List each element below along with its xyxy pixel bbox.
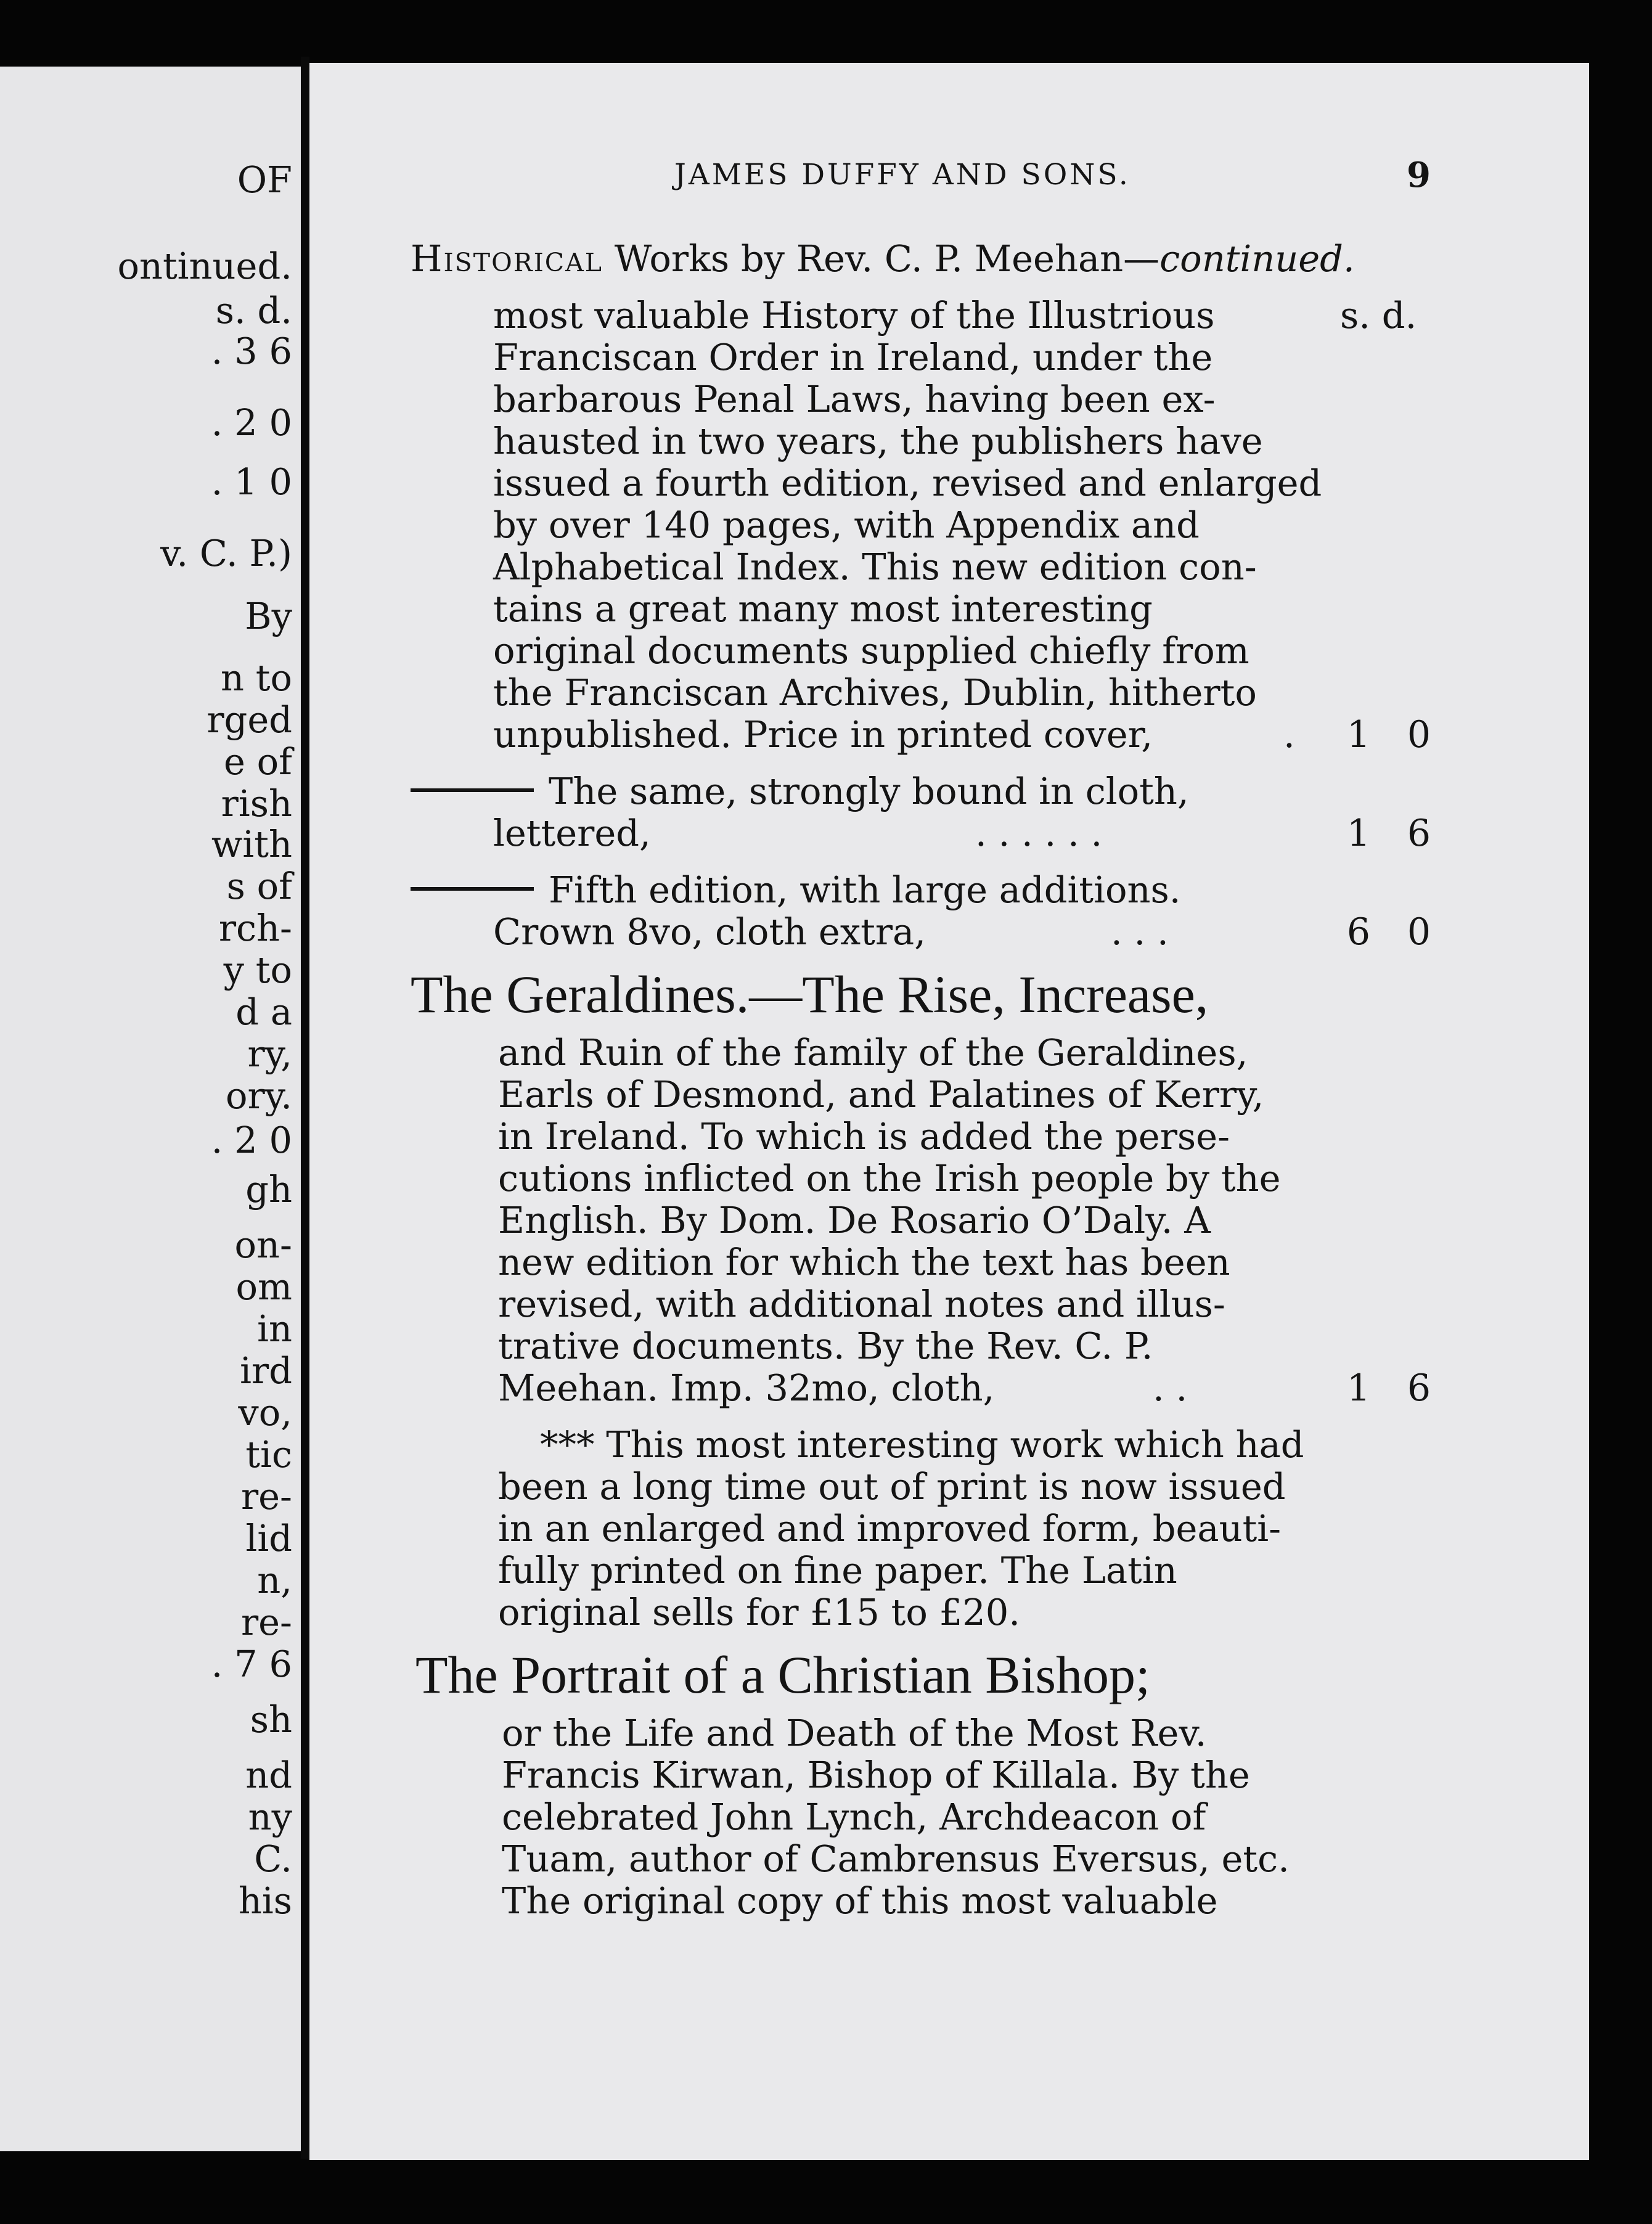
entry-line-text: The same, strongly bound in cloth, xyxy=(549,770,1189,812)
left-page-line: lid xyxy=(245,1517,292,1560)
left-page-line: By xyxy=(245,595,292,637)
entry-line: lettered, xyxy=(493,812,651,854)
entry-line: most valuable History of the Illustrious xyxy=(493,294,1215,337)
page-gutter xyxy=(301,57,309,2159)
left-page-line: ry, xyxy=(247,1032,292,1075)
entry-line: hausted in two years, the publishers have xyxy=(493,420,1263,462)
entry-line: Earls of Desmond, and Palatines of Kerry, xyxy=(498,1073,1264,1116)
entry-line: new edition for which the text has been xyxy=(498,1241,1230,1283)
entry-line: in Ireland. To which is added the perse- xyxy=(498,1115,1230,1158)
left-page-line: in xyxy=(257,1307,292,1350)
section-heading-smallcaps: Historical xyxy=(411,237,603,280)
entry-line: Francis Kirwan, Bishop of Killala. By the xyxy=(502,1754,1250,1796)
price-leader: . . xyxy=(1153,1367,1188,1409)
left-page-line: rch- xyxy=(218,907,292,949)
left-page-line: vo, xyxy=(238,1391,292,1434)
entry-line: issued a fourth edition, revised and enlarged xyxy=(493,462,1322,504)
price-leader: . . . . . . xyxy=(975,812,1103,854)
price-leader: . xyxy=(1283,713,1295,756)
left-page-line: sh xyxy=(250,1698,292,1741)
page-number: 9 xyxy=(1407,155,1431,195)
ditto-rule xyxy=(411,887,534,891)
left-page-line: gh xyxy=(245,1168,292,1211)
left-page-line: y to xyxy=(223,949,292,991)
entry-line: Franciscan Order in Ireland, under the xyxy=(493,336,1213,378)
entry-line: the Franciscan Archives, Dublin, hitherto xyxy=(493,671,1257,714)
left-page-fragment xyxy=(0,67,301,2151)
entry-line: Crown 8vo, cloth extra, xyxy=(493,910,926,953)
section-heading-rest: Works by Rev. C. P. Meehan— xyxy=(602,237,1160,280)
entry-line: cutions inflicted on the Irish people by the xyxy=(498,1157,1281,1200)
entry-line: Tuam, author of Cambrensus Eversus, etc. xyxy=(502,1838,1290,1880)
left-page-line: rish xyxy=(221,782,292,825)
left-page-line: . 2 0 xyxy=(211,1119,292,1161)
left-page-line: s of xyxy=(226,865,292,907)
left-page-line: re- xyxy=(240,1475,292,1518)
left-page-line: . 3 6 xyxy=(211,330,292,372)
price-shillings: 1 xyxy=(1346,1367,1371,1410)
left-page-line: . 1 0 xyxy=(211,460,292,503)
left-page-line: tic xyxy=(245,1433,292,1476)
price-pence: 0 xyxy=(1407,713,1431,756)
price-pence: 6 xyxy=(1407,1367,1431,1410)
left-page-line: . 7 6 xyxy=(211,1643,292,1685)
right-page xyxy=(309,63,1589,2160)
price-column-header: s. d. xyxy=(1340,294,1417,337)
left-page-line: ird xyxy=(240,1349,292,1392)
left-page-line: v. C. P.) xyxy=(160,532,292,574)
section-heading xyxy=(411,237,1355,280)
entry-line: English. By Dom. De Rosario O’Daly. A xyxy=(498,1199,1211,1241)
note-line: original sells for £15 to £20. xyxy=(498,1591,1021,1633)
section-heading-continued: continued. xyxy=(1159,237,1355,280)
left-page-line: . 2 0 xyxy=(211,401,292,444)
note-line: in an enlarged and improved form, beauti- xyxy=(498,1507,1282,1550)
entry-line: original documents supplied chiefly from xyxy=(493,629,1249,672)
entry-line: or the Life and Death of the Most Rev. xyxy=(502,1712,1207,1754)
note-line: been a long time out of print is now issued xyxy=(498,1465,1286,1508)
entry-line: barbarous Penal Laws, having been ex- xyxy=(493,378,1216,420)
left-page-line: rged xyxy=(206,698,292,741)
left-page-line: on- xyxy=(234,1224,292,1266)
ditto-rule xyxy=(411,788,534,792)
entry-line: The original copy of this most valuable xyxy=(502,1879,1218,1922)
entry-line: celebrated John Lynch, Archdeacon of xyxy=(502,1796,1206,1838)
left-page-line: s. d. xyxy=(215,289,292,332)
left-page-line: om xyxy=(235,1265,292,1308)
left-page-line: ny xyxy=(248,1796,292,1838)
entry-title: The Geraldines.—The Rise, Increase, xyxy=(411,965,1209,1024)
left-page-line: nd xyxy=(245,1754,292,1796)
entry-title: The Portrait of a Christian Bishop; xyxy=(415,1645,1150,1704)
entry-line: by over 140 pages, with Appendix and xyxy=(493,504,1200,546)
entry-line: Meehan. Imp. 32mo, cloth, xyxy=(498,1367,995,1409)
left-page-line: his xyxy=(238,1879,292,1922)
entry-line: tains a great many most interesting xyxy=(493,587,1153,630)
price-pence: 6 xyxy=(1407,812,1431,855)
left-page-line: e of xyxy=(223,740,292,783)
left-page-line: ontinued. xyxy=(117,245,292,287)
left-page-line: C. xyxy=(254,1838,292,1880)
left-page-line: ory. xyxy=(226,1074,292,1117)
entry-line: trative documents. By the Rev. C. P. xyxy=(498,1325,1153,1367)
entry-line xyxy=(411,869,1181,911)
entry-line: unpublished. Price in printed cover, xyxy=(493,713,1153,756)
left-page-line: re- xyxy=(240,1601,292,1643)
left-page-line: with xyxy=(211,823,292,865)
price-shillings: 6 xyxy=(1346,910,1371,954)
entry-line: and Ruin of the family of the Geraldines, xyxy=(498,1031,1248,1074)
left-page-line: OF xyxy=(237,158,292,201)
entry-line xyxy=(411,770,1189,812)
entry-line: Alphabetical Index. This new edition con- xyxy=(493,546,1257,588)
note-line: fully printed on fine paper. The Latin xyxy=(498,1549,1177,1592)
price-shillings: 1 xyxy=(1346,713,1371,756)
entry-line: revised, with additional notes and illus- xyxy=(498,1283,1225,1325)
running-title: JAMES DUFFY AND SONS. xyxy=(674,158,1131,192)
price-leader: . . . xyxy=(1111,910,1169,953)
note-line: *** This most interesting work which had xyxy=(540,1423,1304,1466)
left-page-line: n to xyxy=(221,656,292,699)
price-shillings: 1 xyxy=(1346,812,1371,855)
price-pence: 0 xyxy=(1407,910,1431,954)
left-page-line: d a xyxy=(235,991,292,1033)
entry-line-text: Fifth edition, with large additions. xyxy=(549,869,1181,911)
left-page-line: n, xyxy=(257,1559,292,1601)
